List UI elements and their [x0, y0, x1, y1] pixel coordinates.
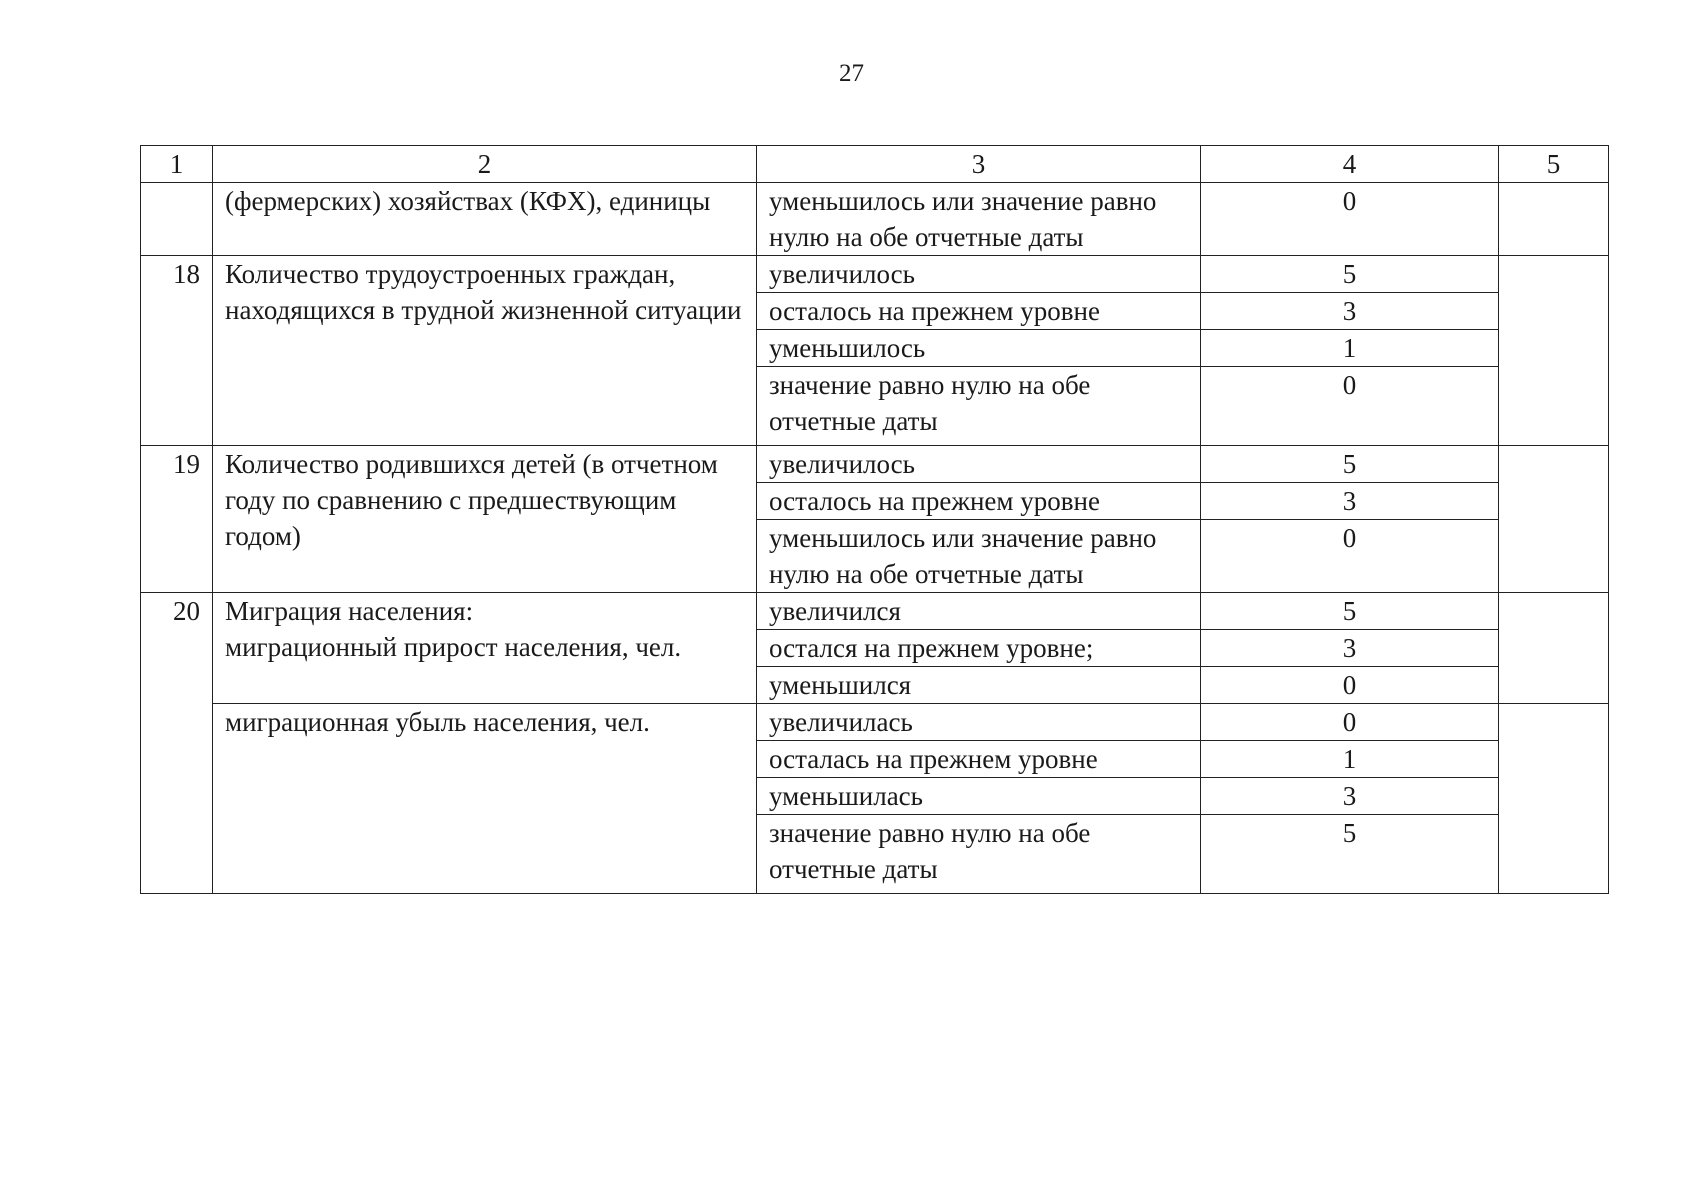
indicator-subtitle: миграционный прирост населения, чел.	[225, 632, 682, 662]
table-row	[141, 704, 1609, 741]
condition-cell: уменьшилось	[757, 330, 1201, 367]
table-row	[141, 446, 1609, 483]
condition-cell: увеличилось	[757, 446, 1201, 483]
condition-cell: уменьшилось или значение равно нулю на обе отчетные даты	[757, 183, 1201, 256]
indicator-cell: (фермерских) хозяйствах (КФХ), единицы	[213, 183, 757, 256]
row-number-cell: 18	[141, 256, 213, 446]
empty-cell	[1499, 593, 1609, 704]
table-header-row	[141, 146, 1609, 183]
score-cell: 0	[1201, 520, 1499, 593]
condition-cell: значение равно нулю на обе отчетные даты	[757, 815, 1201, 894]
indicator-cell: Количество родившихся детей (в отчетном году по сравнению с предшествующим годом)	[213, 446, 757, 593]
score-cell: 3	[1201, 293, 1499, 330]
header-col-3: 3	[757, 146, 1201, 183]
score-cell: 0	[1201, 667, 1499, 704]
score-cell: 0	[1201, 704, 1499, 741]
indicator-cell: Количество трудоустроенных граждан, находящихся в трудной жизненной ситуации	[213, 256, 757, 446]
score-cell: 1	[1201, 741, 1499, 778]
score-cell: 0	[1201, 367, 1499, 446]
score-cell: 3	[1201, 630, 1499, 667]
row-number-cell	[141, 183, 213, 256]
page-number: 27	[839, 60, 864, 87]
condition-cell: осталось на прежнем уровне	[757, 483, 1201, 520]
indicator-cell: миграционная убыль населения, чел.	[213, 704, 757, 894]
row-number-cell: 19	[141, 446, 213, 593]
score-cell: 5	[1201, 815, 1499, 894]
score-cell: 5	[1201, 446, 1499, 483]
condition-cell: осталось на прежнем уровне	[757, 293, 1201, 330]
condition-cell: увеличилась	[757, 704, 1201, 741]
table-row	[141, 593, 1609, 630]
score-cell: 3	[1201, 483, 1499, 520]
empty-cell	[1499, 446, 1609, 593]
header-col-5: 5	[1499, 146, 1609, 183]
condition-cell: уменьшилось или значение равно нулю на обе отчетные даты	[757, 520, 1201, 593]
score-cell: 5	[1201, 256, 1499, 293]
empty-cell	[1499, 704, 1609, 894]
condition-cell: остался на прежнем уровне;	[757, 630, 1201, 667]
header-col-2: 2	[213, 146, 757, 183]
header-col-1: 1	[141, 146, 213, 183]
row-number-cell: 20	[141, 593, 213, 894]
table-row	[141, 256, 1609, 293]
score-cell: 5	[1201, 593, 1499, 630]
criteria-table	[140, 145, 1609, 894]
score-cell: 1	[1201, 330, 1499, 367]
condition-cell: уменьшился	[757, 667, 1201, 704]
score-cell: 3	[1201, 778, 1499, 815]
condition-cell: увеличился	[757, 593, 1201, 630]
indicator-cell	[213, 593, 757, 704]
header-col-4: 4	[1201, 146, 1499, 183]
empty-cell	[1499, 183, 1609, 256]
condition-cell: осталась на прежнем уровне	[757, 741, 1201, 778]
indicator-title: Миграция населения:	[225, 596, 474, 626]
condition-cell: увеличилось	[757, 256, 1201, 293]
empty-cell	[1499, 256, 1609, 446]
condition-cell: уменьшилась	[757, 778, 1201, 815]
condition-cell: значение равно нулю на обе отчетные даты	[757, 367, 1201, 446]
table-row	[141, 183, 1609, 256]
score-cell: 0	[1201, 183, 1499, 256]
